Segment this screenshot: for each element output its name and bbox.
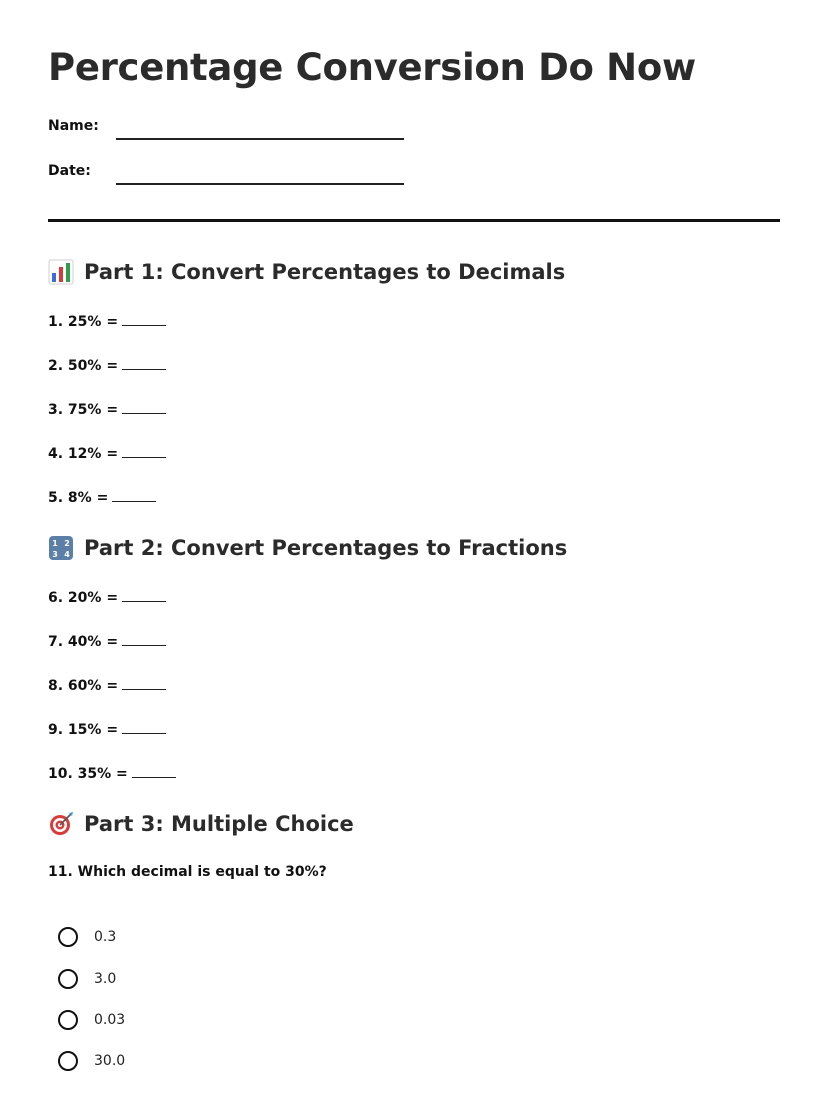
page-title: Percentage Conversion Do Now <box>48 46 696 89</box>
option-30-0[interactable] <box>58 1049 125 1073</box>
bar-chart-icon <box>48 259 74 285</box>
question-3-text: 3. 75% = <box>48 402 119 418</box>
radio-button[interactable] <box>58 1051 78 1071</box>
name-line <box>116 138 404 140</box>
header-divider <box>48 219 780 222</box>
question-1 <box>48 313 166 330</box>
part2-heading <box>48 533 567 563</box>
question-7-text: 7. 40% = <box>48 634 119 650</box>
part2-heading-text: Part 2: Convert Percentages to Fractions <box>84 536 568 560</box>
part1-heading <box>48 257 565 287</box>
question-10-text: 10. 35% = <box>48 766 128 782</box>
question-5-text: 5. 8% = <box>48 490 109 506</box>
option-label: 30.0 <box>94 1053 126 1069</box>
radio-button[interactable] <box>58 927 78 947</box>
question-4-text: 4. 12% = <box>48 446 119 462</box>
answer-blank[interactable] <box>122 721 166 734</box>
part3-heading <box>48 809 354 839</box>
name-label: Name: <box>48 118 99 134</box>
date-label: Date: <box>48 163 91 179</box>
option-label: 0.03 <box>94 1012 126 1028</box>
question-8 <box>48 677 166 694</box>
answer-blank[interactable] <box>132 765 176 778</box>
part1-heading-text: Part 1: Convert Percentages to Decimals <box>84 260 566 284</box>
question-1-text: 1. 25% = <box>48 314 119 330</box>
question-2 <box>48 357 166 374</box>
date-line <box>116 183 404 185</box>
question-4 <box>48 445 166 462</box>
answer-blank[interactable] <box>122 313 166 326</box>
target-icon <box>48 811 74 837</box>
answer-blank[interactable] <box>122 633 166 646</box>
numbers-icon <box>48 535 74 561</box>
question-7 <box>48 633 166 650</box>
question-2-text: 2. 50% = <box>48 358 119 374</box>
svg-text:2: 2 <box>64 539 70 548</box>
svg-text:1: 1 <box>52 539 58 548</box>
option-0-3[interactable] <box>58 925 116 949</box>
question-9 <box>48 721 166 738</box>
option-3-0[interactable] <box>58 967 116 991</box>
question-6-text: 6. 20% = <box>48 590 119 606</box>
question-10 <box>48 765 176 782</box>
answer-blank[interactable] <box>122 589 166 602</box>
answer-blank[interactable] <box>122 401 166 414</box>
option-label: 0.3 <box>94 929 117 945</box>
answer-blank[interactable] <box>122 677 166 690</box>
answer-blank[interactable] <box>122 445 166 458</box>
answer-blank[interactable] <box>112 489 156 502</box>
svg-text:4: 4 <box>64 550 70 559</box>
question-11: 11. Which decimal is equal to 30%? <box>48 864 327 880</box>
question-8-text: 8. 60% = <box>48 678 119 694</box>
radio-button[interactable] <box>58 969 78 989</box>
option-label: 3.0 <box>94 971 117 987</box>
answer-blank[interactable] <box>122 357 166 370</box>
svg-text:3: 3 <box>52 550 58 559</box>
question-3 <box>48 401 166 418</box>
part3-heading-text: Part 3: Multiple Choice <box>84 812 354 836</box>
question-5 <box>48 489 156 506</box>
worksheet <box>48 0 780 1118</box>
radio-button[interactable] <box>58 1010 78 1030</box>
question-9-text: 9. 15% = <box>48 722 119 738</box>
question-6 <box>48 589 166 606</box>
option-0-03[interactable] <box>58 1008 125 1032</box>
